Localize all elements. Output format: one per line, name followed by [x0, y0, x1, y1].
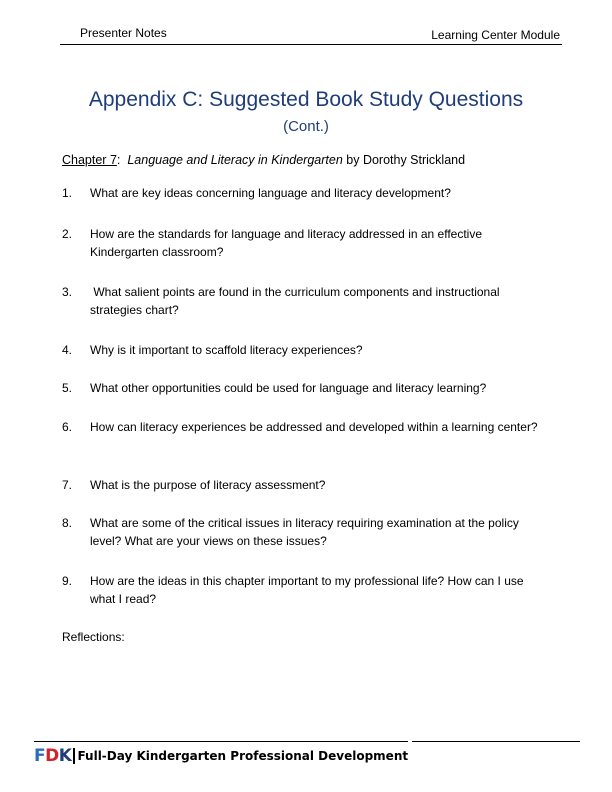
- question-text: What are some of the critical issues in literacy requiring examination at the policy level? What are your views on these issues?: [90, 516, 519, 548]
- question-item: [62, 476, 552, 494]
- chapter-heading: [62, 153, 465, 167]
- question-text: What are key ideas concerning language and literacy development?: [90, 186, 451, 200]
- logo-letter-d: D: [45, 746, 59, 766]
- footer-text: Full-Day Kindergarten Professional Development: [77, 749, 409, 763]
- question-number: 2.: [62, 227, 73, 241]
- question-item: [62, 341, 552, 359]
- chapter-colon: :: [116, 153, 121, 167]
- question-number: 1.: [62, 186, 73, 200]
- logo-letter-k: K: [58, 746, 72, 766]
- header-left: Presenter Notes: [80, 26, 167, 40]
- question-text: How can literacy experiences be addressed and developed within a learning center?: [90, 420, 538, 434]
- question-item: [62, 184, 552, 202]
- logo-letter-f: F: [34, 746, 46, 766]
- fdk-logo: [34, 746, 71, 766]
- question-text: What other opportunities could be used for language and literacy learning?: [90, 381, 487, 395]
- header-right: Learning Center Module: [431, 28, 560, 42]
- reflections-label: Reflections:: [62, 630, 125, 644]
- question-number: 4.: [62, 343, 73, 357]
- question-item: [62, 418, 552, 436]
- header-rule: [60, 44, 562, 45]
- chapter-author: by Dorothy Strickland: [346, 153, 466, 167]
- question-number: 7.: [62, 478, 73, 492]
- question-text: How are the standards for language and literacy addressed in an effective Kindergarten classroom?: [90, 227, 483, 259]
- question-item: [62, 283, 552, 319]
- question-text: What salient points are found in the curriculum components and instructional strategies chart?: [90, 285, 503, 317]
- question-item: [62, 572, 552, 608]
- question-item: [62, 225, 552, 261]
- footer-banner: [34, 746, 408, 766]
- footer-rule-right: [412, 741, 580, 742]
- question-number: 6.: [62, 420, 73, 434]
- question-number: 5.: [62, 381, 73, 395]
- question-number: 9.: [62, 574, 73, 588]
- chapter-label: Chapter 7: [62, 153, 117, 167]
- footer-divider: [73, 748, 75, 764]
- page-title: Appendix C: Suggested Book Study Questions: [88, 88, 524, 111]
- chapter-book-title: Language and Literacy in Kindergarten: [127, 153, 343, 167]
- question-text: How are the ideas in this chapter important to my professional life? How can I use what I read?: [90, 574, 524, 606]
- footer-rule-left: [34, 741, 408, 742]
- page-subtitle: (Cont.): [283, 118, 329, 135]
- question-item: [62, 379, 552, 397]
- question-text: Why is it important to scaffold literacy experiences?: [90, 343, 363, 357]
- question-text: What is the purpose of literacy assessment?: [90, 478, 326, 492]
- question-number: 8.: [62, 516, 73, 530]
- question-item: [62, 514, 552, 550]
- question-number: 3.: [62, 285, 73, 299]
